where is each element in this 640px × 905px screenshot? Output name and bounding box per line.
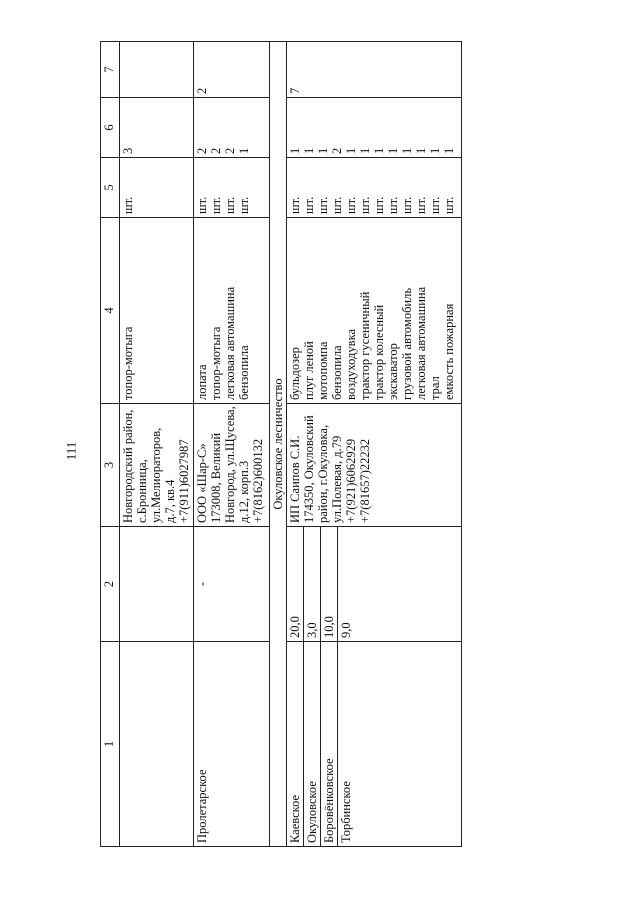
equipment-item: трактор гусеничный <box>358 291 372 400</box>
header-cell: 4 <box>101 218 120 404</box>
unit-item: шт. <box>288 196 302 214</box>
equipment-item: топор-мотыга <box>209 326 223 400</box>
unit-item: шт. <box>316 196 330 214</box>
unit-item: шт. <box>358 196 372 214</box>
name-cell: Каевское <box>287 642 304 847</box>
header-cell: 5 <box>101 158 120 218</box>
qty-item: 1 <box>428 147 442 154</box>
qty-item: 2 <box>195 147 209 154</box>
equipment-cell <box>287 218 462 404</box>
contact-line: с.Бронница, <box>135 459 149 523</box>
area-cell: 10,0 <box>321 527 338 642</box>
contact-line: +7(81657)22232 <box>358 438 372 523</box>
header-cell: 6 <box>101 98 120 158</box>
area-cell: 9,0 <box>338 527 462 642</box>
name-cell: Окуловское <box>304 642 321 847</box>
header-cell: 7 <box>101 42 120 98</box>
contact-line: д.7, кв.4 <box>163 479 177 523</box>
qty-item: 2 <box>223 147 237 154</box>
contact-line: +7(911)6027987 <box>177 439 191 523</box>
equipment-item: грузовой автомобиль <box>400 287 414 400</box>
rotated-table-wrapper <box>100 42 560 847</box>
name-cell: Пролетарское <box>194 642 270 847</box>
equipment-item: бензопила <box>330 345 344 400</box>
unit-item: шт. <box>344 196 358 214</box>
header-cell: 2 <box>101 527 120 642</box>
qty-item: 1 <box>344 147 358 154</box>
qty-item: 1 <box>442 147 456 154</box>
equipment-item: мотопомпа <box>316 341 330 400</box>
contact-line: 174350, Окуловский <box>302 415 316 523</box>
unit-item: шт. <box>302 196 316 214</box>
col7-item: 2 <box>195 87 209 94</box>
qty-cell <box>194 98 270 158</box>
qty-item: 2 <box>209 147 223 154</box>
equipment-item: плуг леной <box>302 341 316 400</box>
equipment-item: лопата <box>195 364 209 400</box>
section-title: Окуловское лесничество <box>270 42 287 847</box>
unit-item: шт. <box>372 196 386 214</box>
qty-item: 1 <box>302 147 316 154</box>
equipment-cell <box>194 218 270 404</box>
qty-item: 1 <box>372 147 386 154</box>
qty-item: 2 <box>330 147 344 154</box>
area-cell <box>120 527 194 642</box>
contact-line: район, г.Окуловка, <box>316 424 330 523</box>
contact-line: ул.Полевая, д.79 <box>330 435 344 523</box>
contact-cell <box>120 404 194 527</box>
unit-item: шт. <box>121 196 135 214</box>
unit-item: шт. <box>330 196 344 214</box>
equipment-item: трал <box>428 376 442 400</box>
row-proletarskoe <box>194 42 270 847</box>
area-cell: 3,0 <box>304 527 321 642</box>
unit-item: шт. <box>400 196 414 214</box>
unit-cell <box>120 158 194 218</box>
equipment-item: легковая автомашина <box>223 286 237 400</box>
unit-cell <box>287 158 462 218</box>
contact-line: +7(8162)600132 <box>251 438 265 523</box>
row-top <box>120 42 194 847</box>
col7-cell <box>287 42 462 98</box>
qty-item: 1 <box>237 147 251 154</box>
equipment-item: трактор колесный <box>372 304 386 400</box>
contact-line: ул.Мелиораторов, <box>149 427 163 523</box>
contact-line: 173008, Великий <box>209 432 223 523</box>
qty-item: 1 <box>400 147 414 154</box>
unit-item: шт. <box>237 196 251 214</box>
name-cell <box>120 642 194 847</box>
equipment-item: экскаватор <box>386 343 400 400</box>
contact-line: Новгородский район, <box>121 409 135 523</box>
equipment-item: бульдозер <box>288 347 302 400</box>
col7-item: 7 <box>288 87 302 94</box>
col7-cell <box>120 42 194 98</box>
qty-item: 1 <box>414 147 428 154</box>
qty-cell <box>287 98 462 158</box>
col7-cell <box>194 42 270 98</box>
unit-item: шт. <box>209 196 223 214</box>
resources-table <box>100 41 462 847</box>
header-cell: 3 <box>101 404 120 527</box>
unit-item: шт. <box>195 196 209 214</box>
contact-cell <box>287 404 462 527</box>
qty-item: 1 <box>358 147 372 154</box>
contact-line: ИП Саипов С.И. <box>288 435 302 523</box>
equipment-item: топор-мотыга <box>121 326 135 400</box>
name-cell: Торбинское <box>338 642 462 847</box>
contact-line: +7(921)6062929 <box>344 438 358 523</box>
header-cell: 1 <box>101 642 120 847</box>
contact-line: ООО «Шар-С» <box>195 443 209 523</box>
contact-line: Новгород, ул.Щусева, <box>223 406 237 523</box>
unit-item: шт. <box>442 196 456 214</box>
row-kaevskoe <box>287 42 304 847</box>
qty-item: 1 <box>316 147 330 154</box>
name-cell: Боровёнковское <box>321 642 338 847</box>
qty-cell <box>120 98 194 158</box>
unit-item: шт. <box>428 196 442 214</box>
contact-line: д.12, корп.3 <box>237 460 251 523</box>
unit-cell <box>194 158 270 218</box>
unit-item: шт. <box>223 196 237 214</box>
page-number: 111 <box>63 441 79 461</box>
section-row <box>270 42 287 847</box>
qty-item: 3 <box>121 147 135 154</box>
area-cell: - <box>194 527 270 642</box>
equipment-item: бензопила <box>237 345 251 400</box>
contact-cell <box>194 404 270 527</box>
area-cell: 20,0 <box>287 527 304 642</box>
equipment-cell <box>120 218 194 404</box>
unit-item: шт. <box>386 196 400 214</box>
equipment-item: емкость пожарная <box>442 303 456 400</box>
unit-item: шт. <box>414 196 428 214</box>
header-row <box>101 42 120 847</box>
equipment-item: легковая автомашина <box>414 286 428 400</box>
equipment-item: воздуходувка <box>344 329 358 400</box>
qty-item: 1 <box>288 147 302 154</box>
qty-item: 1 <box>386 147 400 154</box>
